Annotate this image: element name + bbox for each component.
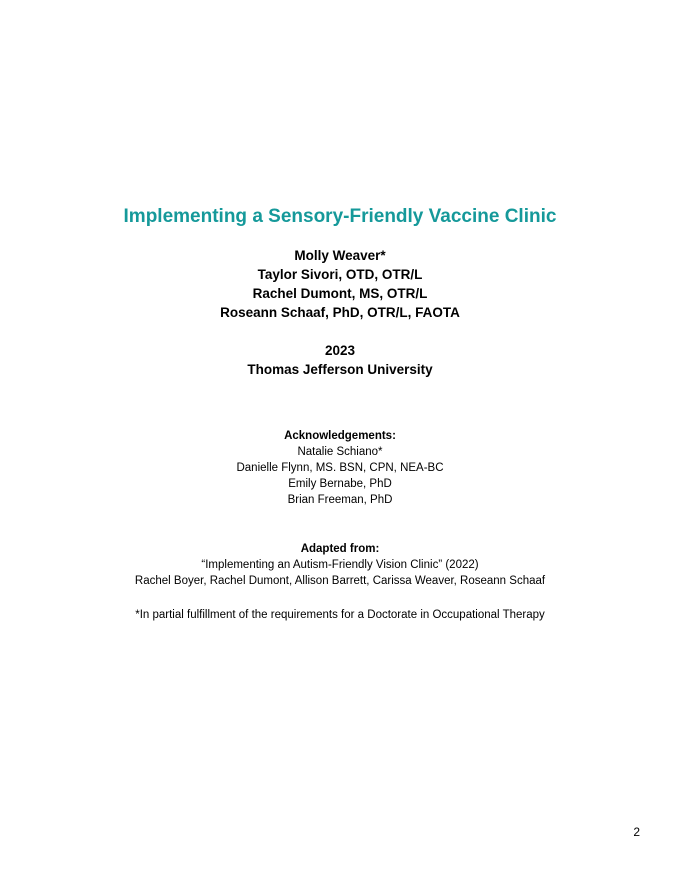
adapted-work-authors: Rachel Boyer, Rachel Dumont, Allison Barrett, Carissa Weaver, Roseann Schaaf xyxy=(134,575,546,587)
publication-year: 2023 xyxy=(324,343,356,358)
acknowledgements-heading: Acknowledgements: xyxy=(284,430,396,442)
publication-info xyxy=(0,341,680,379)
author-line: Taylor Sivori, OTD, OTR/L xyxy=(257,267,423,282)
acknowledgements-section xyxy=(0,428,680,508)
adapted-work-title: “Implementing an Autism-Friendly Vision Clinic” (2022) xyxy=(201,559,479,571)
footnote: *In partial fulfillment of the requirements for a Doctorate in Occupational Therapy xyxy=(135,609,545,621)
acknowledgement-name: Brian Freeman, PhD xyxy=(287,494,393,506)
author-line: Molly Weaver* xyxy=(294,248,386,263)
adapted-from-section xyxy=(0,541,680,589)
institution-name: Thomas Jefferson University xyxy=(247,362,433,377)
author-line: Roseann Schaaf, PhD, OTR/L, FAOTA xyxy=(220,305,460,320)
acknowledgement-name: Natalie Schiano* xyxy=(297,446,383,458)
acknowledgement-name: Danielle Flynn, MS. BSN, CPN, NEA-BC xyxy=(236,462,444,474)
author-list xyxy=(0,246,680,322)
author-line: Rachel Dumont, MS, OTR/L xyxy=(252,286,428,301)
adapted-from-heading: Adapted from: xyxy=(300,543,380,555)
acknowledgement-name: Emily Bernabe, PhD xyxy=(288,478,392,490)
page-number: 2 xyxy=(633,825,640,839)
document-title: Implementing a Sensory-Friendly Vaccine Clinic xyxy=(123,206,557,227)
